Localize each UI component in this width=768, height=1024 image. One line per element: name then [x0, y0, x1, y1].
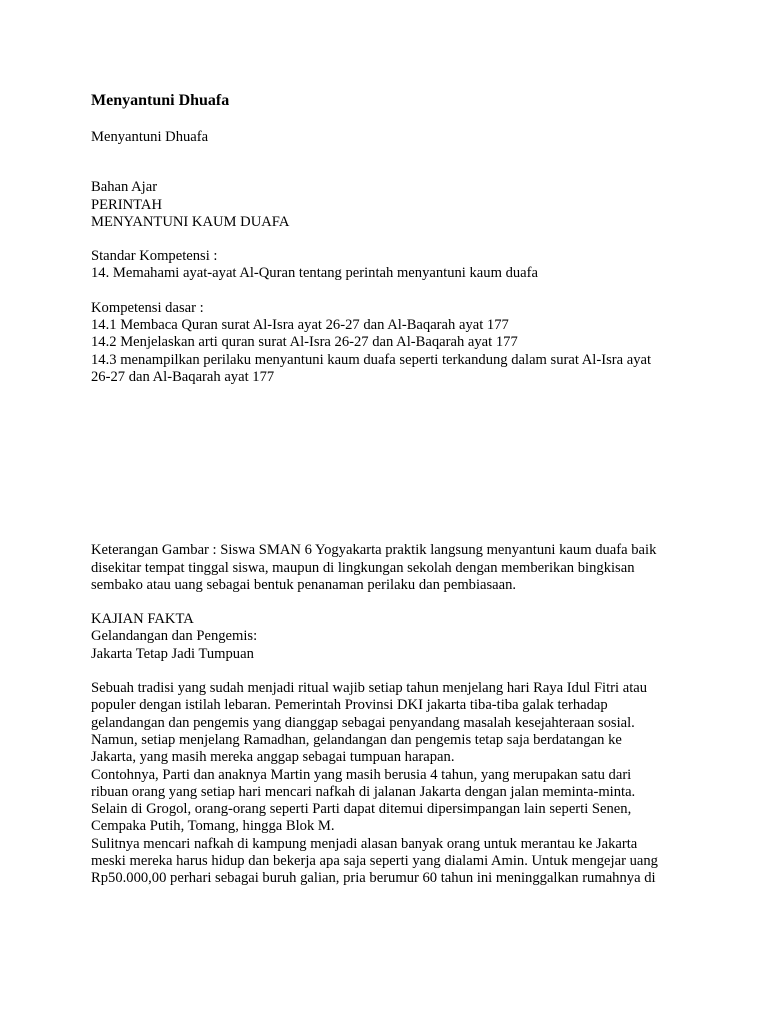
kompetensi-label: Kompetensi dasar :	[91, 299, 204, 316]
body-line: populer dengan istilah lebaran. Pemerintah Provinsi DKI jakarta tiba-tiba galak terhadap	[91, 697, 608, 714]
body-line: meski mereka harus hidup dan bekerja apa saja seperti yang dialami Amin. Untuk mengejar uang	[91, 853, 658, 870]
kompetensi-item: 14.3 menampilkan perilaku menyantuni kaum duafa seperti terkandung dalam surat Al-Isra ayat	[91, 351, 652, 368]
standar-item: 14. Memahami ayat-ayat Al-Quran tentang perintah menyantuni kaum duafa	[91, 265, 538, 282]
standar-kompetensi	[91, 248, 691, 283]
document-title: Menyantuni Dhuafa	[91, 92, 230, 109]
kompetensi-dasar	[91, 300, 691, 386]
body-line: Selain di Grogol, orang-orang seperti Parti dapat ditemui dipersimpangan lain seperti Senen,	[91, 801, 632, 818]
kajian-line: Jakarta Tetap Jadi Tumpuan	[91, 645, 254, 662]
body-line: Sebuah tradisi yang sudah menjadi ritual wajib setiap tahun menjelang hari Raya Idul Fitri atau	[91, 680, 648, 697]
kajian-line: Gelandangan dan Pengemis:	[91, 628, 258, 645]
document-content	[91, 90, 691, 888]
body-line: Namun, setiap menjelang Ramadhan, gelandangan dan pengemis tetap saja berdatangan ke	[91, 731, 622, 748]
body-line: Cempaka Putih, Tomang, hingga Blok M.	[91, 818, 335, 835]
caption-line: Keterangan Gambar : Siswa SMAN 6 Yogyakarta praktik langsung menyantuni kaum duafa baik	[91, 542, 657, 559]
standar-label: Standar Kompetensi :	[91, 248, 218, 265]
kompetensi-item: 14.1 Membaca Quran surat Al-Isra ayat 26-27 dan Al-Baqarah ayat 177	[91, 317, 509, 334]
document-subtitle: Menyantuni Dhuafa	[91, 129, 209, 145]
header-line: MENYANTUNI KAUM DUAFA	[91, 213, 290, 230]
caption-line: disekitar tempat tinggal siswa, maupun di lingkungan sekolah dengan memberikan bingkisan	[91, 559, 635, 576]
header-line: Bahan Ajar	[91, 179, 158, 196]
figure-placeholder	[91, 386, 691, 542]
figure-caption	[91, 542, 691, 594]
body-line: gelandangan dan pengemis yang dianggap sebagai penyandang masalah kesejahteraan sosial.	[91, 714, 635, 731]
header-line: PERINTAH	[91, 196, 162, 213]
body-line: Rp50.000,00 perhari sebagai buruh galian, pria berumur 60 tahun ini meninggalkan rumahnya di	[91, 870, 656, 887]
body-line: ribuan orang yang setiap hari mencari nafkah di jalanan Jakarta dengan jalan meminta-minta.	[91, 783, 636, 800]
caption-line: sembako atau uang sebagai bentuk penanaman perilaku dan pembiasaan.	[91, 576, 517, 593]
body-line: Sulitnya mencari nafkah di kampung menjadi alasan banyak orang untuk merantau ke Jakarta	[91, 835, 638, 852]
kajian-fakta	[91, 611, 691, 663]
body-line: Contohnya, Parti dan anaknya Martin yang masih berusia 4 tahun, yang merupakan satu dari	[91, 766, 632, 783]
kompetensi-item: 14.2 Menjelaskan arti quran surat Al-Isra 26-27 dan Al-Baqarah ayat 177	[91, 334, 518, 351]
header-block	[91, 179, 691, 231]
kompetensi-item: 26-27 dan Al-Baqarah ayat 177	[91, 368, 275, 385]
body-line: Jakarta, yang masih mereka anggap sebagai tumpuan harapan.	[91, 749, 455, 766]
body-text	[91, 680, 691, 888]
kajian-line: KAJIAN FAKTA	[91, 611, 194, 628]
